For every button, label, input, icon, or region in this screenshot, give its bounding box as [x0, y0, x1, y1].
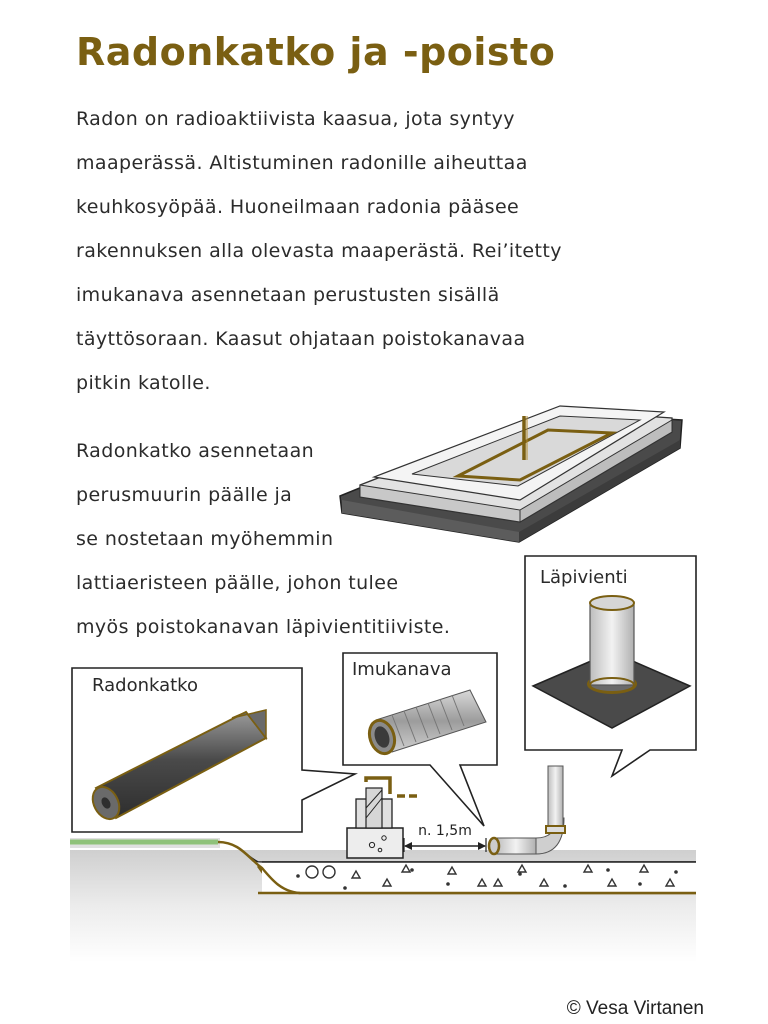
radonkatko-label: Radonkatko	[92, 675, 198, 696]
radonkatko-callout	[72, 668, 355, 832]
lapivienti-callout	[525, 556, 696, 776]
intro-line: rakennuksen alla olevasta maaperästä. Rei’itetty	[76, 240, 562, 262]
lapivienti-label: Läpivienti	[540, 567, 628, 588]
intro-line: keuhkosyöpää. Huoneilmaan radonia pääsee	[76, 196, 520, 218]
install-line: Radonkatko asennetaan	[76, 440, 315, 462]
copyright-notice: © Vesa Virtanen	[566, 998, 704, 1019]
foundation-frame-drawing	[340, 406, 682, 542]
install-line: perusmuurin päälle ja	[76, 484, 293, 506]
install-line: lattiaeristeen päälle, johon tulee	[76, 572, 399, 594]
outlet-pipe-drawing	[489, 766, 565, 854]
intro-line: maaperässä. Altistuminen radonille aiheuttaa	[76, 152, 528, 174]
distance-label: n. 1,5m	[418, 823, 472, 839]
intro-line: pitkin katolle.	[76, 372, 211, 394]
intro-line: täyttösoraan. Kaasut ohjataan poistokanavaa	[76, 328, 526, 350]
install-line: myös poistokanavan läpivientitiiviste.	[76, 616, 451, 638]
install-line: se nostetaan myöhemmin	[76, 528, 334, 550]
page-title: Radonkatko ja -poisto	[76, 30, 556, 74]
intro-line: imukanava asennetaan perustusten sisällä	[76, 284, 500, 306]
intro-line: Radon on radioaktiivista kaasua, jota syntyy	[76, 108, 515, 130]
imukanava-label: Imukanava	[352, 659, 452, 680]
distance-dimension	[404, 823, 486, 852]
